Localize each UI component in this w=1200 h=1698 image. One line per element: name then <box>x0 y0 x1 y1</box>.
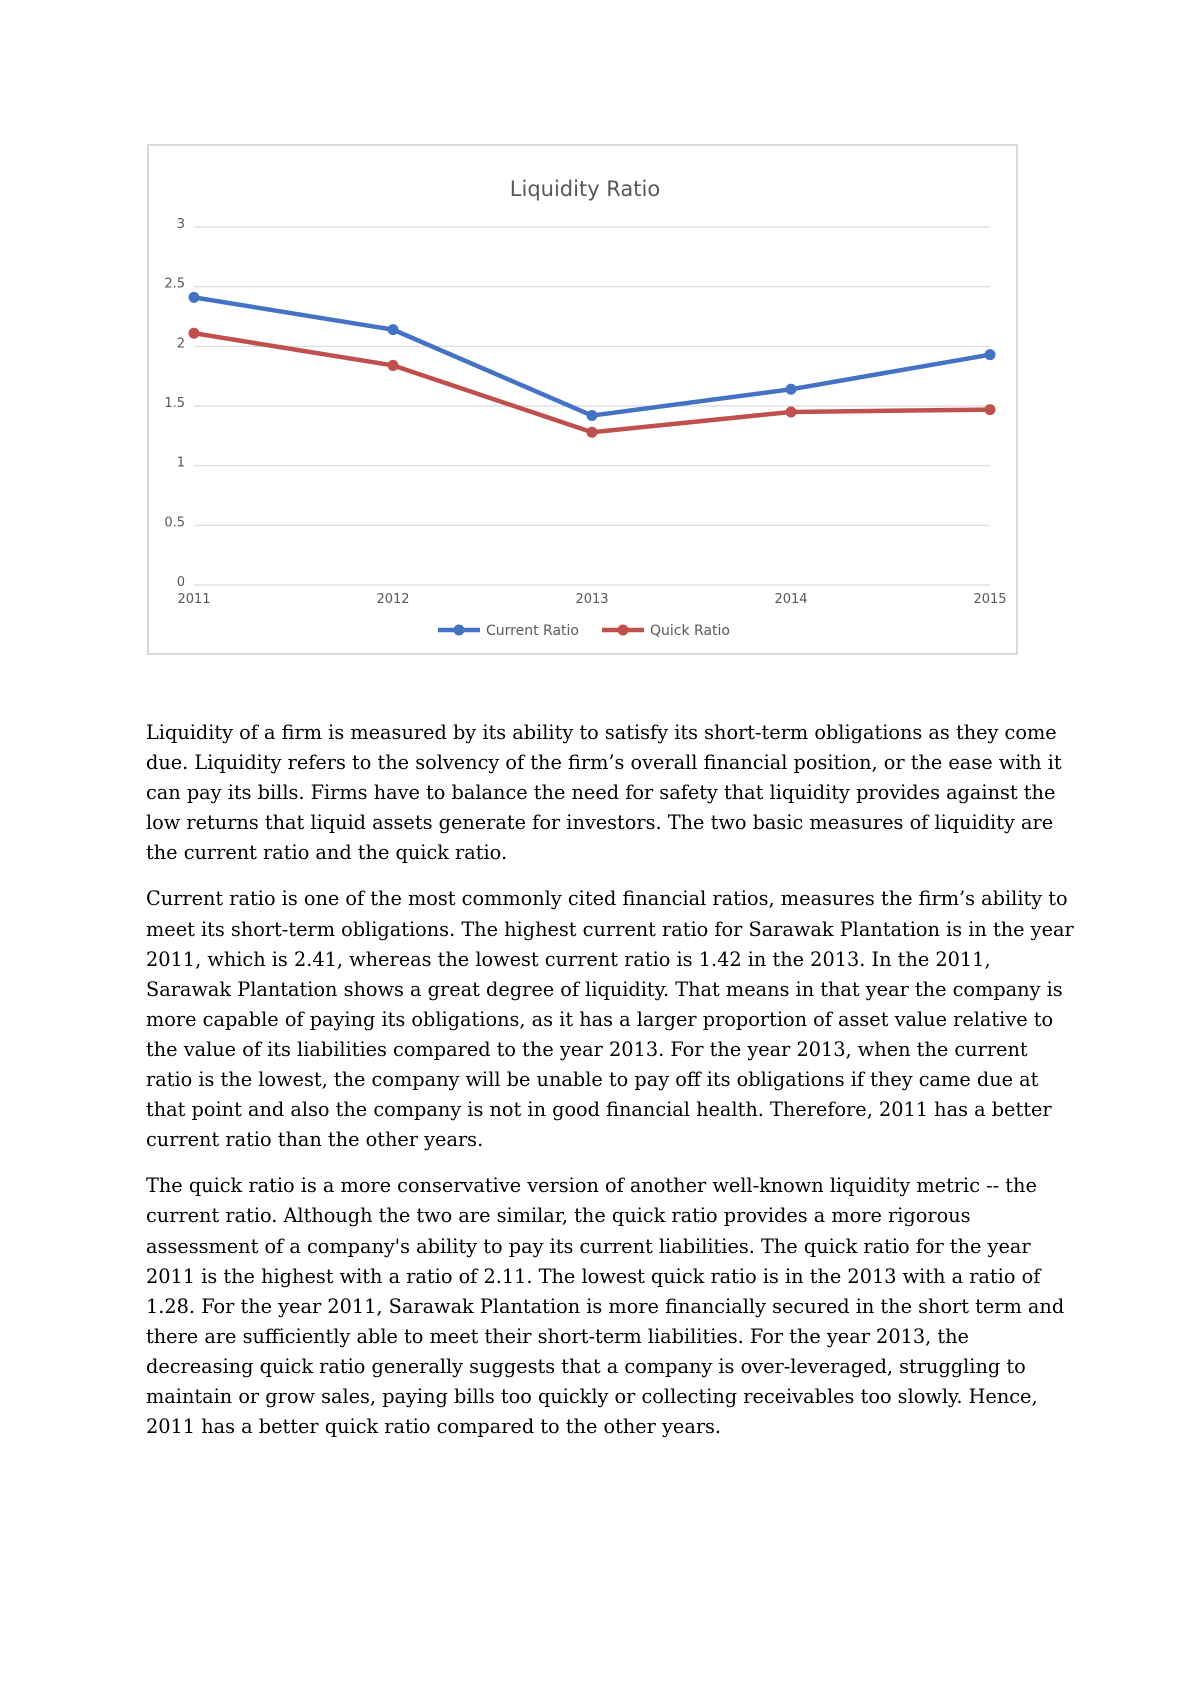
legend-swatch-marker <box>454 625 465 636</box>
body-text <box>146 718 1076 1458</box>
y-tick-label: 2 <box>176 336 185 352</box>
chart-legend <box>438 623 730 639</box>
data-point <box>985 404 996 415</box>
x-tick-label: 2013 <box>575 592 609 607</box>
paragraph-current-ratio: Current ratio is one of the most commonly cited financial ratios, measures the firm’s ability to meet its short-term obligations. The highest current ratio for Sarawak Plantation is in the year 2011, which is 2.41, whereas the lowest current ratio is 1.42 in the 2013. In the 2011, Sarawak Plantation shows a great degree of liquidity. That means in that year the company is more capable of paying its obligations, as it has a larger proportion of asset value relative to the value of its liabilities compared to the year 2013. For the year 2013, when the current ratio is the lowest, the company will be unable to pay off its obligations if they came due at that point and also the company is not in good financial health. Therefore, 2011 has a better current ratio than the other years. <box>146 887 1074 1152</box>
y-tick-label: 3 <box>176 217 185 232</box>
legend-label: Quick Ratio <box>650 623 730 639</box>
data-point <box>388 360 399 371</box>
y-tick-label: 1.5 <box>164 396 185 411</box>
legend-label: Current Ratio <box>486 623 579 639</box>
series-quick-ratio <box>189 328 996 438</box>
y-tick-label: 0 <box>176 575 185 590</box>
x-tick-label: 2014 <box>774 592 808 607</box>
data-point <box>786 406 797 417</box>
x-tick-label: 2012 <box>376 592 410 607</box>
series-line <box>194 297 990 415</box>
series-current-ratio <box>189 292 996 421</box>
liquidity-ratio-chart <box>147 144 1018 655</box>
x-tick-label: 2011 <box>177 592 211 607</box>
data-point <box>786 384 797 395</box>
data-point <box>189 292 200 303</box>
y-tick-label: 1 <box>176 455 185 471</box>
y-tick-label: 2.5 <box>164 276 185 292</box>
legend-item <box>438 623 579 639</box>
y-tick-label: 0.5 <box>164 515 185 531</box>
x-axis-ticks <box>177 592 1006 607</box>
data-point <box>985 349 996 360</box>
chart-series <box>189 292 996 438</box>
data-point <box>388 324 399 335</box>
data-point <box>189 328 200 339</box>
chart-svg <box>149 146 1020 657</box>
data-point <box>587 427 598 438</box>
paragraph-quick-ratio: The quick ratio is a more conservative version of another well-known liquidity metric -- the current ratio. Although the two are similar, the quick ratio provides a more rigorous assessment of a company's ability to pay its current liabilities. The quick ratio for the year 2011 is the highest with a ratio of 2.11. The lowest quick ratio is in the 2013 with a ratio of 1.28. For the year 2011, Sarawak Plantation is more financially secured in the short term and there are sufficiently able to meet their short-term liabilities. For the year 2013, the decreasing quick ratio generally suggests that a company is over-leveraged, struggling to maintain or grow sales, paying bills too quickly or collecting receivables too slowly. Hence, 2011 has a better quick ratio compared to the other years. <box>146 1174 1065 1439</box>
paragraph-liquidity-intro: Liquidity of a firm is measured by its ability to satisfy its short-term obligations as they come due. Liquidity refers to the solvency of the firm’s overall financial position, or the ease with it can pay its bills. Firms have to balance the need for safety that liquidity provides against the low returns that liquid assets generate for investors. The two basic measures of liquidity are the current ratio and the quick ratio. <box>146 721 1062 865</box>
x-tick-label: 2015 <box>973 592 1007 607</box>
legend-swatch-marker <box>618 625 629 636</box>
data-point <box>587 410 598 421</box>
legend-item <box>602 623 730 639</box>
chart-title: Liquidity Ratio <box>509 177 661 201</box>
chart-gridlines <box>194 227 990 585</box>
y-axis-ticks <box>164 217 185 590</box>
